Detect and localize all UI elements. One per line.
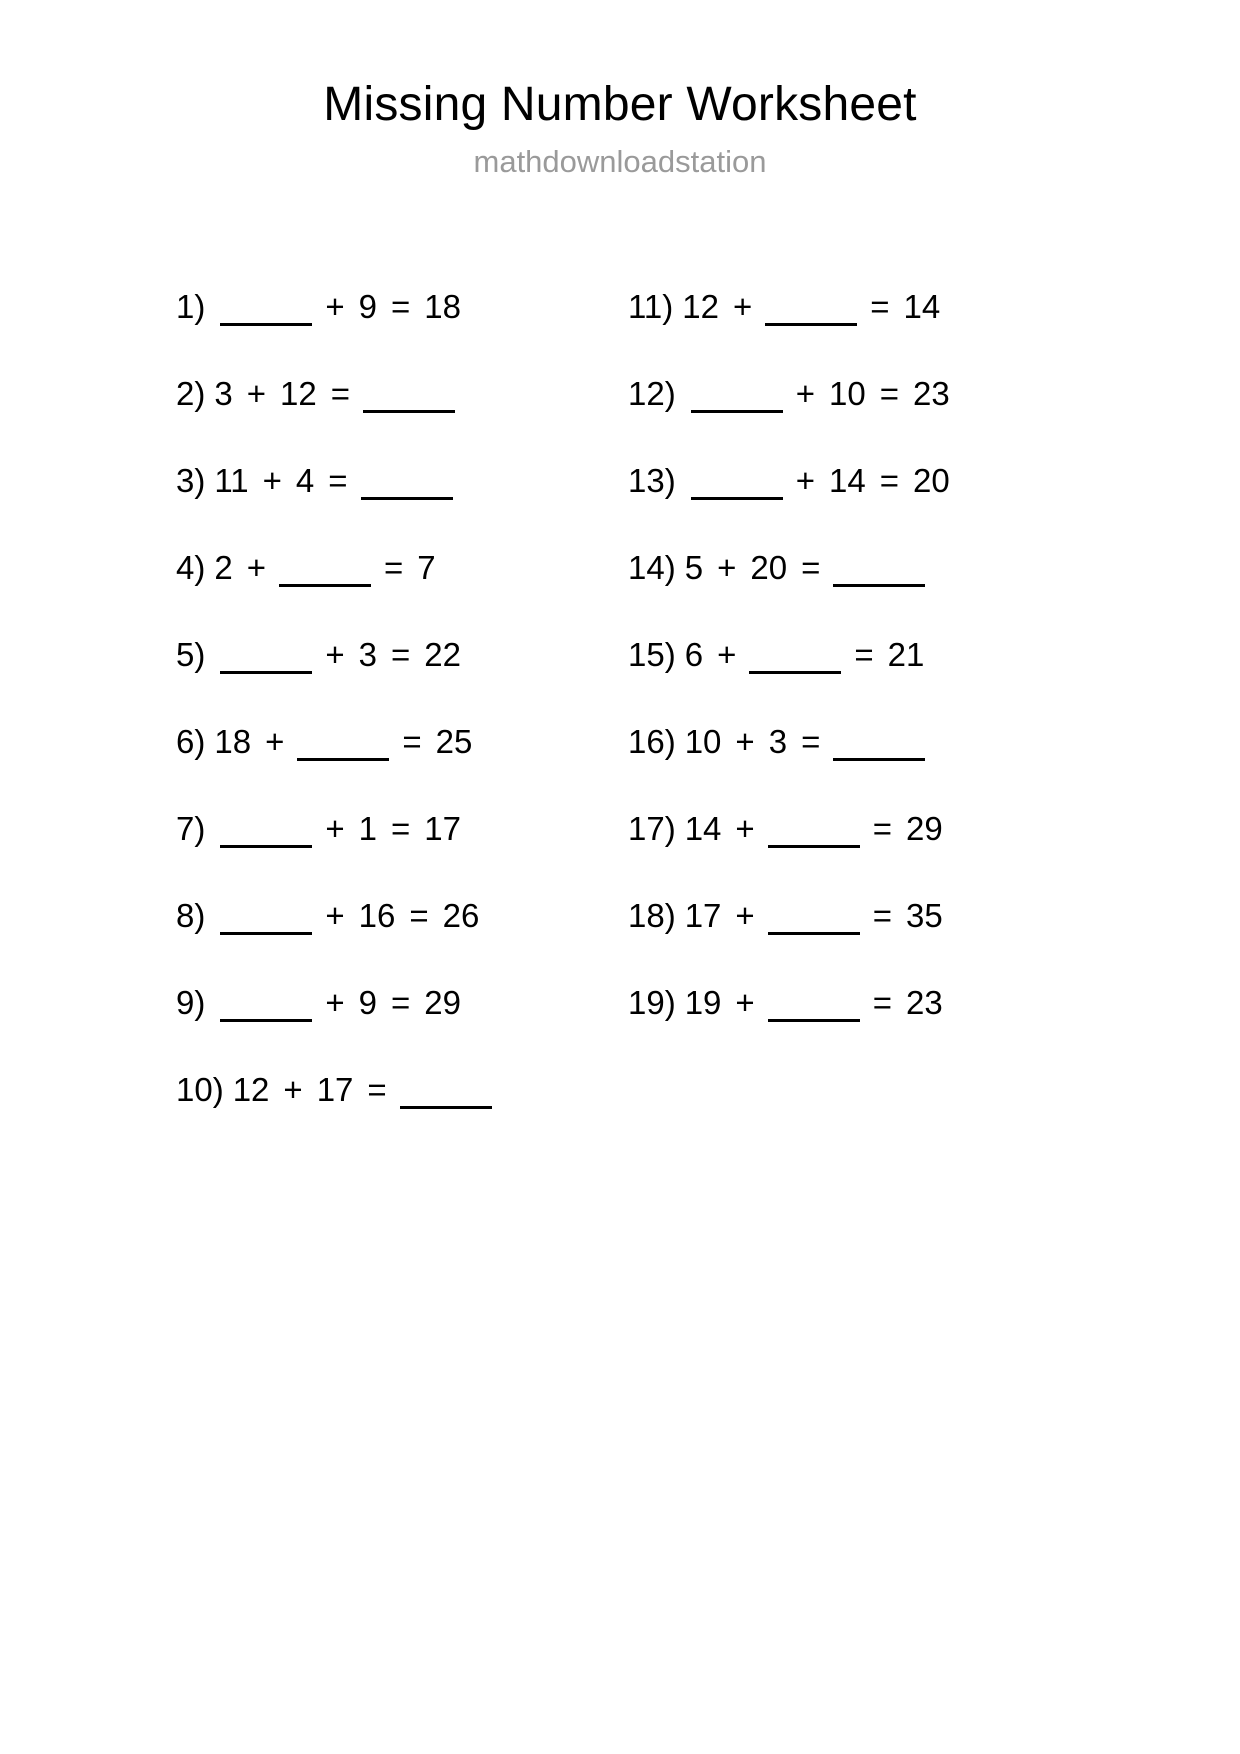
plus-sign: + <box>246 374 266 412</box>
equals-sign: = <box>328 461 348 499</box>
plus-sign: + <box>265 722 285 760</box>
plus-sign: + <box>325 287 345 325</box>
number-token: 20 <box>750 548 788 586</box>
answer-blank[interactable] <box>691 473 783 500</box>
problem-row <box>176 785 628 872</box>
answer-blank[interactable] <box>768 995 860 1022</box>
worksheet-subtitle: mathdownloadstation <box>473 143 767 179</box>
problem-row <box>628 785 1088 872</box>
plus-sign: + <box>735 983 755 1021</box>
problem-row <box>176 611 628 698</box>
equals-sign: = <box>402 722 422 760</box>
problem-expression <box>214 636 468 674</box>
answer-blank[interactable] <box>220 821 312 848</box>
problem-number: 10) <box>176 1070 224 1108</box>
number-token: 3 <box>358 635 377 673</box>
problem-expression <box>685 375 957 413</box>
equals-sign: = <box>390 809 411 847</box>
problem-number: 1) <box>176 287 206 325</box>
answer-blank[interactable] <box>363 386 455 413</box>
equals-sign: = <box>872 983 892 1021</box>
number-token: 29 <box>424 983 461 1021</box>
problem-row <box>628 698 1088 785</box>
problem-number: 5) <box>176 635 206 673</box>
problem-expression <box>685 462 957 500</box>
plus-sign: + <box>717 635 737 673</box>
answer-blank[interactable] <box>361 473 453 500</box>
problem-number: 8) <box>176 896 206 934</box>
problem-row <box>176 959 628 1046</box>
answer-blank[interactable] <box>765 299 857 326</box>
problem-row <box>176 698 628 785</box>
number-token: 20 <box>912 461 950 499</box>
number-token: 23 <box>905 983 943 1021</box>
number-token: 18 <box>214 722 252 760</box>
problem-number: 7) <box>176 809 206 847</box>
problem-expression <box>214 897 486 935</box>
plus-sign: + <box>735 896 755 934</box>
number-token: 14 <box>828 461 866 499</box>
problem-expression <box>214 984 468 1022</box>
problem-number: 19) <box>628 983 676 1021</box>
answer-blank[interactable] <box>768 908 860 935</box>
problem-expression <box>685 984 950 1022</box>
plus-sign: + <box>325 635 345 673</box>
worksheet-header <box>0 0 1240 179</box>
number-token: 17 <box>424 809 461 847</box>
problem-expression <box>685 810 950 848</box>
problem-columns <box>0 263 1240 1133</box>
number-token: 6 <box>684 635 704 673</box>
equals-sign: = <box>390 635 411 673</box>
problem-expression <box>685 549 932 587</box>
number-token: 12 <box>232 1070 270 1108</box>
problem-expression <box>233 1071 498 1109</box>
number-token: 2 <box>214 548 233 586</box>
answer-blank[interactable] <box>220 299 312 326</box>
problem-expression <box>214 462 458 500</box>
plus-sign: + <box>732 287 753 325</box>
problem-row <box>628 437 1088 524</box>
answer-blank[interactable] <box>833 734 925 761</box>
number-token: 3 <box>768 722 788 760</box>
number-token: 22 <box>424 635 461 673</box>
problem-number: 18) <box>628 896 676 934</box>
plus-sign: + <box>717 548 737 586</box>
number-token: 19 <box>684 983 722 1021</box>
number-token: 12 <box>279 374 317 412</box>
problem-number: 3) <box>176 461 206 499</box>
answer-blank[interactable] <box>691 386 783 413</box>
number-token: 10 <box>684 722 722 760</box>
equals-sign: = <box>330 374 350 412</box>
equals-sign: = <box>390 287 411 325</box>
answer-blank[interactable] <box>768 821 860 848</box>
problem-number: 4) <box>176 548 206 586</box>
equals-sign: = <box>872 896 892 934</box>
number-token: 11 <box>214 461 249 499</box>
answer-blank[interactable] <box>297 734 389 761</box>
number-token: 9 <box>358 983 377 1021</box>
problem-number: 2) <box>176 374 206 412</box>
problem-expression <box>214 810 468 848</box>
equals-sign: = <box>801 548 821 586</box>
answer-blank[interactable] <box>749 647 841 674</box>
problem-column-right <box>628 263 1088 1046</box>
plus-sign: + <box>283 1070 303 1108</box>
problem-number: 14) <box>628 548 676 586</box>
plus-sign: + <box>735 809 755 847</box>
problem-row <box>628 611 1088 698</box>
problem-column-left <box>176 263 628 1133</box>
problem-number: 9) <box>176 983 206 1021</box>
page-title: Missing Number Worksheet <box>323 78 917 131</box>
plus-sign: + <box>262 461 282 499</box>
plus-sign: + <box>795 461 815 499</box>
problem-expression <box>685 636 932 674</box>
number-token: 26 <box>442 896 480 934</box>
number-token: 4 <box>295 461 315 499</box>
problem-number: 15) <box>628 635 676 673</box>
problem-row <box>176 350 628 437</box>
number-token: 10 <box>828 374 866 412</box>
equals-sign: = <box>879 461 899 499</box>
problem-row <box>176 1046 628 1133</box>
number-token: 3 <box>214 374 233 412</box>
number-token: 16 <box>358 896 396 934</box>
number-token: 14 <box>684 809 722 847</box>
equals-sign: = <box>409 896 429 934</box>
plus-sign: + <box>735 722 755 760</box>
answer-blank[interactable] <box>220 647 312 674</box>
equals-sign: = <box>383 548 404 586</box>
plus-sign: + <box>325 809 345 847</box>
answer-blank[interactable] <box>279 560 371 587</box>
number-token: 7 <box>417 548 436 586</box>
problem-number: 12) <box>628 374 676 412</box>
number-token: 14 <box>903 287 941 325</box>
problem-number: 6) <box>176 722 206 760</box>
problem-number: 11) <box>628 287 674 325</box>
number-token: 29 <box>905 809 943 847</box>
answer-blank[interactable] <box>833 560 925 587</box>
number-token: 18 <box>424 287 461 325</box>
answer-blank[interactable] <box>400 1082 492 1109</box>
problem-row <box>628 524 1088 611</box>
problem-row <box>628 959 1088 1046</box>
number-token: 23 <box>912 374 950 412</box>
equals-sign: = <box>872 809 892 847</box>
problem-expression <box>685 897 950 935</box>
number-token: 17 <box>316 1070 354 1108</box>
number-token: 25 <box>435 722 473 760</box>
equals-sign: = <box>367 1070 387 1108</box>
problem-number: 16) <box>628 722 676 760</box>
problem-row <box>176 437 628 524</box>
number-token: 17 <box>684 896 722 934</box>
plus-sign: + <box>325 896 345 934</box>
problem-row <box>176 263 628 350</box>
plus-sign: + <box>246 548 266 586</box>
number-token: 1 <box>358 809 377 847</box>
problem-row <box>176 872 628 959</box>
problem-expression <box>214 549 442 587</box>
problem-number: 17) <box>628 809 676 847</box>
number-token: 12 <box>682 287 719 325</box>
problem-row <box>176 524 628 611</box>
problem-row <box>628 263 1088 350</box>
problem-expression <box>214 375 461 413</box>
problem-expression <box>682 288 947 326</box>
answer-blank[interactable] <box>220 995 312 1022</box>
equals-sign: = <box>801 722 821 760</box>
number-token: 21 <box>887 635 925 673</box>
equals-sign: = <box>390 983 411 1021</box>
answer-blank[interactable] <box>220 908 312 935</box>
problem-row <box>628 872 1088 959</box>
problem-expression <box>214 288 468 326</box>
number-token: 5 <box>684 548 704 586</box>
equals-sign: = <box>879 374 899 412</box>
problem-expression <box>685 723 932 761</box>
problem-number: 13) <box>628 461 676 499</box>
plus-sign: + <box>325 983 345 1021</box>
number-token: 35 <box>905 896 943 934</box>
equals-sign: = <box>854 635 874 673</box>
problem-expression <box>214 723 479 761</box>
plus-sign: + <box>795 374 815 412</box>
equals-sign: = <box>870 287 890 325</box>
problem-row <box>628 350 1088 437</box>
number-token: 9 <box>358 287 377 325</box>
